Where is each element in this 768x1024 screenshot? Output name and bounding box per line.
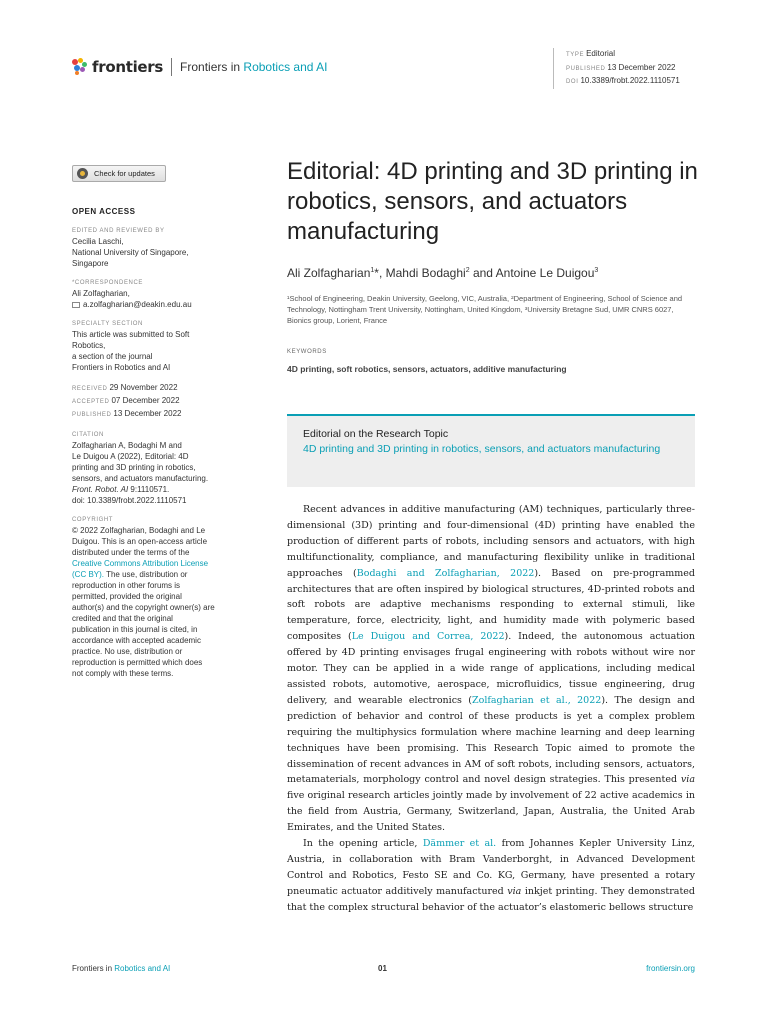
footer-site-link[interactable]: frontiersin.org — [646, 964, 695, 973]
copyright-line: not comply with these terms. — [72, 669, 174, 678]
cc-by-link[interactable]: (CC BY). — [72, 570, 104, 579]
copyright-section — [72, 515, 242, 679]
type-value: Editorial — [586, 49, 615, 58]
correspondence-label: *CORRESPONDENCE — [72, 280, 144, 286]
copyright-line: author(s) and the copyright owner(s) are — [72, 603, 215, 612]
email-text: a.zolfagharian@deakin.edu.au — [83, 300, 192, 309]
italic-run: via — [507, 885, 522, 897]
open-access-badge: OPEN ACCESS — [72, 207, 136, 216]
sidebar — [72, 165, 242, 679]
citation-line: Zolfagharian A, Bodaghi M and — [72, 441, 182, 450]
research-topic-label: Editorial on the Research Topic — [303, 428, 449, 440]
article-body — [287, 502, 695, 916]
copyright-text: The use, distribution or — [104, 570, 188, 579]
text-run: ). Indeed, the autonomous actuation offered by 4D printing envisages frugal engineering with robots without wire nor motor. They can be applied in a wide range of applications, including medical assisted robots, automotive, aerospace, microfluidics, tissue engineering, drug delivery, and wearable electronics ( — [287, 631, 695, 706]
citation-section — [72, 430, 242, 506]
check-for-updates-button[interactable] — [72, 165, 166, 182]
type-label: TYPE — [566, 52, 585, 58]
text-run: five original research articles jointly made by involvement of 22 active academics in the field from Austria, Germany, Switzerland, Japan, Australia, the United Arab Emirates, and the United States. — [287, 790, 695, 834]
text-run: In the opening article, — [303, 838, 423, 850]
correspondence-email[interactable] — [72, 299, 242, 310]
update-check-icon — [77, 168, 88, 179]
italic-run: via — [680, 774, 695, 786]
author-name[interactable]: Antoine Le Duigou — [495, 266, 595, 280]
specialty-section — [72, 319, 242, 373]
editor-line: Singapore — [72, 259, 109, 268]
specialty-label: SPECIALTY SECTION — [72, 321, 143, 327]
dates-section — [72, 382, 242, 421]
frontiers-logo-icon — [72, 58, 88, 76]
copyright-line: publication in this journal is cited, in — [72, 625, 198, 634]
footer-journal-prefix: Frontiers in — [72, 964, 115, 973]
text-run: ). Based on pre-programmed architectures that are often inspired by biological structures, 4D-printed robots and soft robots are adaptive mechanisms responding to external stimuli, like temperature, force, electricity, light, and humidity made with polymeric based composites ( — [287, 567, 695, 643]
citation-label: CITATION — [72, 432, 104, 438]
doi-label: DOI — [566, 79, 579, 85]
research-topic-link[interactable]: 4D printing and 3D printing in robotics, sensors, and actuators manufacturing — [303, 443, 661, 455]
author-separator: and — [469, 266, 496, 280]
correspondence-name: Ali Zolfagharian, — [72, 289, 130, 298]
author-affil-sup: 2 — [465, 267, 470, 274]
copyright-line: accordance with accepted academic — [72, 636, 201, 645]
corresponding-mark: * — [374, 266, 379, 280]
edited-label: EDITED AND REVIEWED BY — [72, 228, 165, 234]
journal-title: Robotics and AI — [243, 60, 328, 74]
body-paragraph — [287, 502, 695, 836]
doi-value[interactable]: 10.3389/frobt.2022.1110571 — [580, 76, 680, 85]
frontiers-logo[interactable] — [72, 56, 327, 78]
body-paragraph — [287, 836, 695, 916]
author-separator: , — [378, 266, 386, 280]
text-run: inkjet printing. They demonstrated that the complex structural behavior of the actuator’s elastomeric bellows structure — [287, 885, 695, 913]
check-updates-label: Check for updates — [94, 169, 155, 178]
received-value: 29 November 2022 — [109, 383, 178, 392]
copyright-line: practice. No use, distribution or — [72, 647, 183, 656]
author-name[interactable]: Ali Zolfagharian — [287, 266, 371, 280]
specialty-line: Robotics, — [72, 341, 106, 350]
reference-link[interactable]: Bodaghi and Zolfagharian, 2022 — [356, 567, 535, 579]
published-label: PUBLISHED — [566, 65, 606, 72]
reference-link[interactable]: Dämmer et al. — [422, 838, 497, 850]
citation-line: printing and 3D printing in robotics, — [72, 463, 196, 472]
mail-icon — [72, 302, 80, 308]
reference-link[interactable]: Le Duigou and Correa, 2022 — [351, 631, 505, 643]
article-meta — [553, 48, 680, 89]
author-name[interactable]: Mahdi Bodaghi — [385, 266, 466, 280]
edited-section — [72, 226, 242, 269]
research-topic-box — [287, 414, 695, 487]
keywords: 4D printing, soft robotics, sensors, actuators, additive manufacturing — [287, 364, 567, 374]
citation-line: sensors, and actuators manufacturing. — [72, 474, 209, 483]
copyright-line — [72, 569, 242, 580]
citation-volume: 9:1110571. — [128, 485, 170, 494]
sidebar-published-value: 13 December 2022 — [113, 409, 182, 418]
accepted-value: 07 December 2022 — [111, 396, 180, 405]
article-title: Editorial: 4D printing and 3D printing in robotics, sensors, and actuators manufacturing — [287, 158, 698, 245]
copyright-line: credited and that the original — [72, 614, 173, 623]
reference-link[interactable]: Zolfagharian et al., 2022 — [472, 694, 602, 706]
affiliations: ¹School of Engineering, Deakin University, Geelong, VIC, Australia, ²Department of Engineering, School of Science and Technology, Nottingham Trent University, Nottingham, United Kingdom, ³University Bretagne Sud, UMR CNRS 6027, Bionics group, Lorient, France — [287, 294, 683, 325]
received-label: RECEIVED — [72, 386, 108, 392]
copyright-line: © 2022 Zolfagharian, Bodaghi and Le — [72, 526, 206, 535]
author-affil-sup: 1 — [370, 267, 375, 274]
specialty-line: This article was submitted to Soft — [72, 330, 190, 339]
text-run: Recent advances in additive manufacturing (AM) techniques, particularly three-dimensional (3D) printing and four-dimensional (4D) printing have enabled the production of different parts of robots, including sensors and actuators, with high multifunctionality, compliance, and manufacturing flexibility unlike in traditional approaches ( — [287, 504, 695, 579]
sidebar-published-label: PUBLISHED — [72, 412, 112, 418]
author-affil-sup: 3 — [594, 267, 599, 274]
copyright-line: distributed under the terms of the — [72, 548, 190, 557]
copyright-line: permitted, provided the original — [72, 592, 182, 601]
editor-line: National University of Singapore, — [72, 248, 189, 257]
accepted-label: ACCEPTED — [72, 399, 110, 405]
specialty-line: a section of the journal — [72, 352, 153, 361]
citation-journal: Front. Robot. AI — [72, 485, 129, 494]
journal-name[interactable] — [180, 60, 327, 74]
footer-journal-name: Robotics and AI — [114, 964, 171, 973]
text-run: from Johannes Kepler University Linz, Austria, in collaboration with Bram Vanderborght, in Advanced Development Control and Robotics, Festo SE and Co. KG, Germany, have presented a rotary pneumatic actuator additively manufactured — [287, 838, 695, 897]
page-number: 01 — [378, 964, 387, 973]
citation-journal-line — [72, 484, 242, 495]
logo-wordmark: frontiers — [92, 58, 164, 76]
copyright-label: COPYRIGHT — [72, 517, 114, 523]
copyright-line: Duigou. This is an open-access article — [72, 537, 208, 546]
citation-doi[interactable]: doi: 10.3389/frobt.2022.1110571 — [72, 496, 187, 505]
text-run: ). The design and prediction of behavior and control of these products is yet a complex problem requiring the multiphysics formulation where machine learning and deep learning techniques have been promising. This Research Topic aimed to promote the dissemination of recent advances in AM of soft robots, including sensors, actuators, metamaterials, morphology control and novel design strategies. This presented — [287, 694, 696, 786]
keywords-label: KEYWORDS — [287, 349, 327, 355]
copyright-line: reproduction in other forums is — [72, 581, 181, 590]
author-list — [287, 266, 598, 280]
editor-line: Cecilia Laschi, — [72, 237, 124, 246]
specialty-line: Frontiers in Robotics and AI — [72, 363, 171, 372]
copyright-line: reproduction is permitted which does — [72, 658, 203, 667]
footer-journal[interactable] — [72, 964, 170, 973]
logo-divider — [171, 58, 172, 76]
cc-license-link[interactable]: Creative Commons Attribution License — [72, 559, 209, 568]
journal-prefix: Frontiers in — [180, 60, 241, 74]
published-value: 13 December 2022 — [607, 62, 676, 72]
correspondence-section — [72, 278, 242, 310]
citation-line: Le Duigou A (2022), Editorial: 4D — [72, 452, 189, 461]
